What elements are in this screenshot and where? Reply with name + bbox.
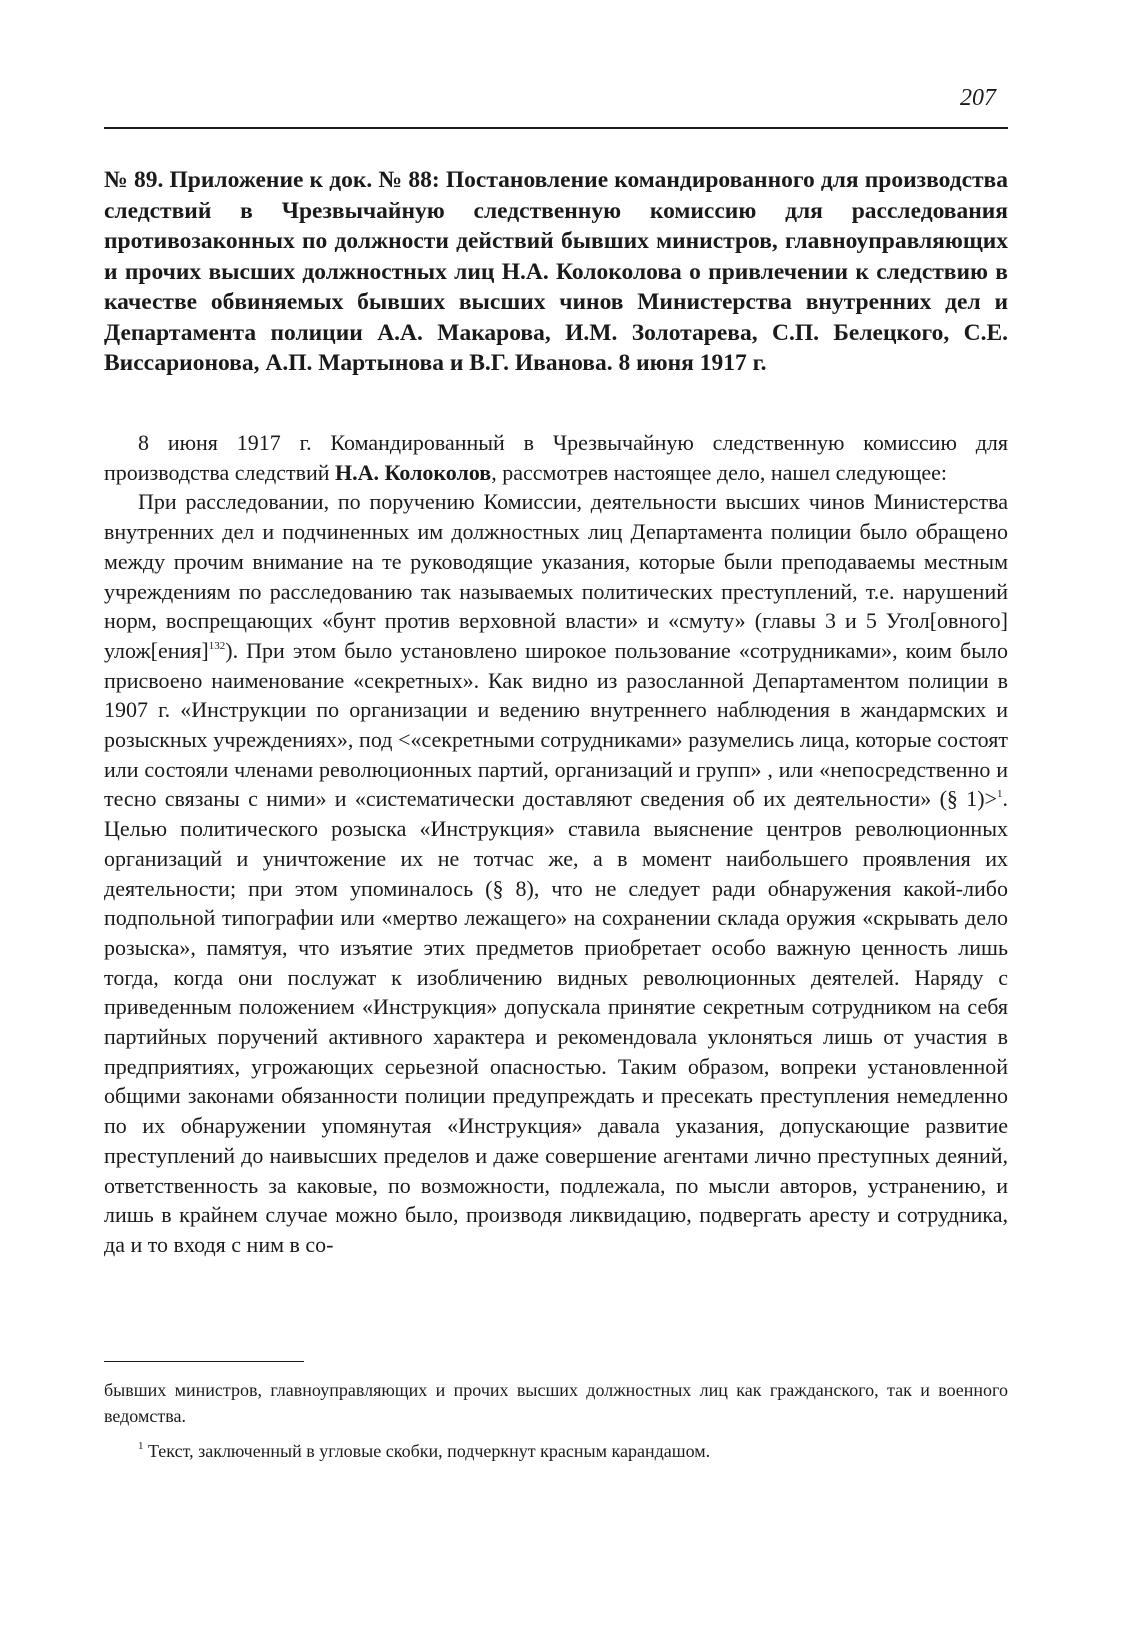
footnote-1 (104, 1438, 1008, 1464)
footnote-ref-132: 132 (208, 639, 226, 652)
footnotes (104, 1377, 1008, 1464)
footnote-1-mark: 1 (138, 1440, 144, 1452)
paragraph-2-text-part3: . Целью политического розыска «Инструкция» ставила выяснение центров революционных организаций и уничтожение их не тотчас же, а в момент наибольшего проявления их деятельности; при этом упоминалось (§ 8), что не следует ради обнаружения какой-либо подпольной типографии или «мертво лежащего» на сохранении склада оружия «скрывать дело розыска», памятуя, что изъятие этих предметов приобретает особо важную ценность лишь тогда, когда они послужат к изобличению видных революционных деятелей. Наряду с приведенным положением «Инструкция» допускала принятие секретным сотрудником на себя партийных поручений активного характера и рекомендовала уклоняться лишь от участия в предприятиях, угрожающих серьезной опасностью. Таким образом, вопреки установленной общими законами обязанности полиции предупреждать и пресекать преступления немедленно по их обнаружении упомянутая «Инструкция» давала указания, допускающие развитие преступлений до наивысших пределов и даже совершение агентами лично преступных деяний, ответственность за каковые, по возможности, подлежала, по мысли авторов, устранению, и лишь в крайнем случае можно было, производя ликвидацию, подвергать аресту и сотрудника, да и то входя с ним в со- (104, 786, 1008, 1257)
footnote-1-text: Текст, заключенный в угловые скобки, подчеркнут красным карандашом. (143, 1441, 711, 1461)
author-name: Н.А. Колоколов (335, 459, 492, 485)
paragraph-2 (104, 487, 1008, 1259)
paragraph-2-text-part2: ). При этом было установлено широкое пользование «сотрудниками», коим было присвоено наименование «секретных». Как видно из разосланной Департаментом полиции в 1907 г. «Инструкции по организации и ведению внутреннего наблюдения в жандармских и розыскных учреждениях», под <«секретными сотрудниками» разумелись лица, которые состоят или состояли членами революционных партий, организаций и групп» , или «непосредственно и тесно связаны с ними» и «систематически доставляют сведения об их деятельности» (§ 1)> (104, 637, 1008, 812)
document-heading: № 89. Приложение к док. № 88: Постановление командированного для производства следствий в Чрезвычайную следственную комиссию для расследования противозаконных по должности действий бывших министров, главноуправляющих и прочих высших должностных лиц Н.А. Колоколова о привлечении к следствию в качестве обвиняемых бывших высших чинов Министерства внутренних дел и Департамента полиции А.А. Макарова, И.М. Золотарева, С.П. Белецкого, С.Е. Виссарионова, А.П. Мартынова и В.Г. Иванова. 8 июня 1917 г. (104, 167, 1008, 376)
footnote-continuation: бывших министров, главноуправляющих и прочих высших должностных лиц как гражданского, так и военного ведомства. (104, 1380, 1008, 1426)
page-number: 207 (960, 85, 996, 111)
paragraph-1-text-end: , рассмотрев настоящее дело, нашел следующее: (491, 459, 948, 485)
footnote-separator (104, 1361, 304, 1362)
paragraph-2-text-part1: При расследовании, по поручению Комиссии, деятельности высших чинов Министерства внутренних дел и подчиненных им должностных лиц Департамента полиции было обращено между прочим внимание на те руководящие указания, которые были преподаваемы местным учреждениям по расследованию так называемых политических преступлений, т.е. нарушений норм, воспрещающих «бунт против верховной власти» и «смуту» (главы 3 и 5 Угол[овного] улож[ения] (104, 489, 1008, 663)
footnote-ref-1: 1 (997, 788, 1003, 801)
paragraph-1-text-start: 8 июня 1917 г. Командированный в Чрезвычайную следственную комиссию для производства следствий (104, 430, 1008, 485)
paragraph-1 (104, 428, 1008, 487)
body-text (104, 428, 1008, 1260)
header-rule (104, 127, 1008, 129)
